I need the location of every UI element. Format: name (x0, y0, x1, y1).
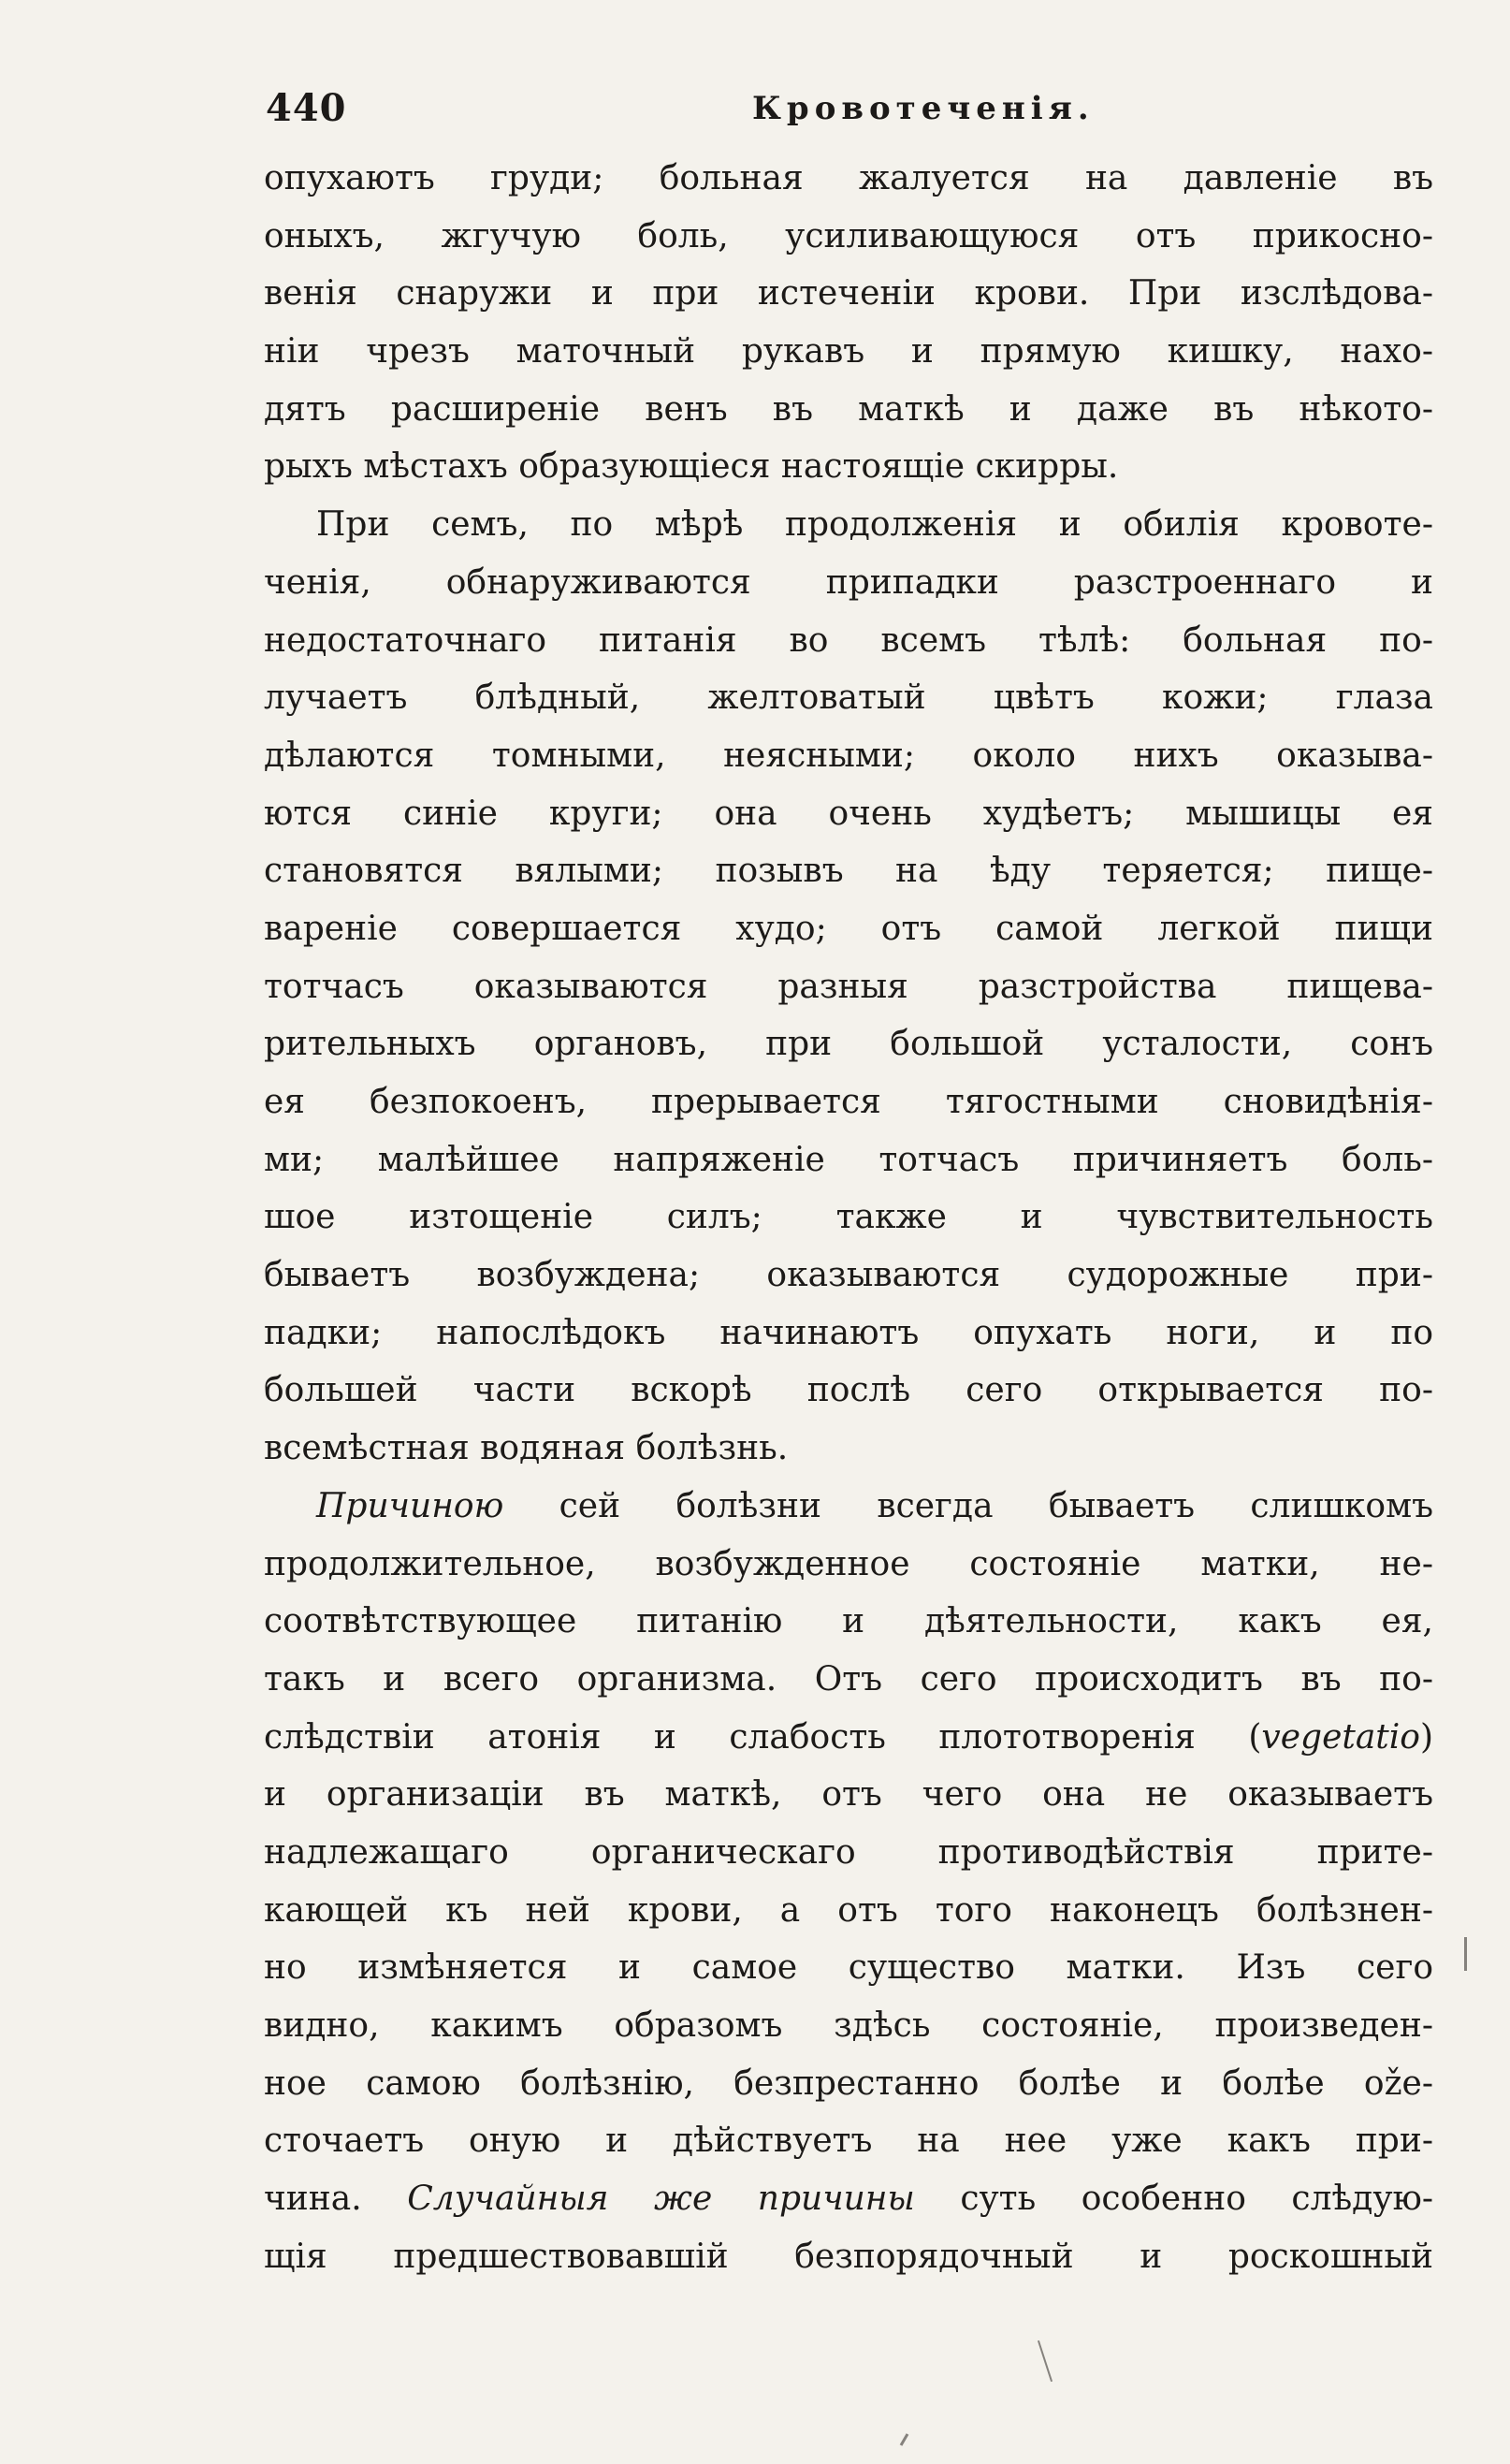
text-line: вареніе совершается худо; отъ самой легкой пищи (264, 909, 1433, 948)
text-line: ея безпокоенъ, прерывается тягостными сновидѣнія- (264, 1083, 1433, 1121)
page-header (266, 86, 1426, 133)
scan-mark (900, 2433, 909, 2446)
text-line (264, 1478, 1433, 1536)
page-number: 440 (266, 86, 347, 130)
text-line: падки; напослѣдокъ начинаютъ опухать ноги, и по (264, 1313, 1433, 1352)
text-run: ) (1419, 1717, 1433, 1757)
text-run: слѣдствіи атонія и слабость плототворенія ( (264, 1717, 1262, 1757)
text-line: ніи чрезъ маточный рукавъ и прямую кишку, нахо- (264, 332, 1433, 372)
text-line: тотчасъ оказываются разныя разстройства пищева- (264, 967, 1433, 1006)
text-line: всемѣстная водяная болѣзнь. (264, 1429, 789, 1468)
text-line: становятся вялыми; позывъ на ѣду теряется; пище- (264, 852, 1433, 891)
text-line: но измѣняется и самое существо матки. Изъ сего (264, 1948, 1433, 1988)
text-run: суть особенно слѣдую- (914, 2180, 1433, 2219)
text-line: оныхъ, жгучую боль, усиливающуюся отъ прикосно- (264, 216, 1433, 255)
text-line: лучаетъ блѣдный, желтоватый цвѣтъ кожи; глаза (264, 678, 1433, 718)
text-line: рительныхъ органовъ, при большой усталости, сонъ (264, 1025, 1433, 1064)
scan-mark (1464, 1937, 1467, 1971)
text-line: При семъ, по мѣрѣ продолженія и обилія кровоте- (316, 505, 1433, 545)
text-line: дѣлаются томными, неясными; около нихъ оказыва- (264, 736, 1433, 775)
text-line: видно, какимъ образомъ здѣсь состояніе, произведен- (264, 2006, 1433, 2045)
text-line: щія предшествовавшій безпорядочный и роскошный (264, 2237, 1433, 2276)
text-line: соотвѣтствующее питанію и дѣятельности, какъ ея, (264, 1602, 1433, 1641)
text-line: дятъ расширеніе венъ въ маткѣ и даже въ нѣкото- (264, 389, 1433, 429)
text-line: рыхъ мѣстахъ образующіеся настоящіе скирры. (264, 447, 1119, 487)
paragraph-1 (264, 150, 1433, 496)
text-line: и организаціи въ маткѣ, отъ чего она не оказываетъ (264, 1775, 1433, 1815)
text-line: ются синіе круги; она очень худѣетъ; мышицы ея (264, 794, 1433, 833)
text-line (264, 2170, 1433, 2228)
text-line: большей части вскорѣ послѣ сего открывается по- (264, 1371, 1433, 1410)
paragraph-3 (264, 1478, 1433, 2286)
text-line: надлежащаго органическаго противодѣйствія прите- (264, 1832, 1433, 1872)
text-line: кающей къ ней крови, а отъ того наконецъ болѣзнен- (264, 1890, 1433, 1930)
text-line: продолжительное, возбужденное состояніе матки, не- (264, 1544, 1433, 1583)
text-line (264, 1709, 1433, 1767)
italic-term: Случайныя же причины (407, 2180, 915, 2219)
italic-term: Причиною (316, 1486, 504, 1525)
text-line: ченія, обнаруживаются припадки разстроеннаго и (264, 562, 1433, 602)
body-text (264, 150, 1433, 2285)
text-run: чина. (264, 2180, 408, 2219)
text-line: ное самою болѣзнію, безпрестанно болѣе и болѣе ože- (264, 2063, 1433, 2103)
text-line: ми; малѣйшее напряженіе тотчасъ причиняетъ боль- (264, 1140, 1433, 1179)
text-line: опухаютъ груди; больная жалуется на давленіе въ (264, 159, 1433, 197)
scan-mark (1038, 2340, 1053, 2382)
text-line: сточаетъ оную и дѣйствуетъ на нее уже какъ при- (264, 2121, 1433, 2161)
latin-term: vegetatio (1261, 1717, 1420, 1757)
running-head: Кровотеченія. (752, 90, 1095, 127)
text-line: венія снаружи и при истеченіи крови. При изслѣдова- (264, 274, 1433, 313)
text-line: такъ и всего организма. Отъ сего происходитъ въ по- (264, 1659, 1433, 1699)
text-line: шое изтощеніе силъ; также и чувствительность (264, 1198, 1433, 1237)
text-line: бываетъ возбуждена; оказываются судорожные при- (264, 1256, 1433, 1295)
text-run: сей болѣзни всегда бываетъ слишкомъ (503, 1486, 1433, 1525)
text-line: недостаточнаго питанія во всемъ тѣлѣ: больная по- (264, 620, 1433, 660)
paragraph-2 (264, 496, 1433, 1478)
